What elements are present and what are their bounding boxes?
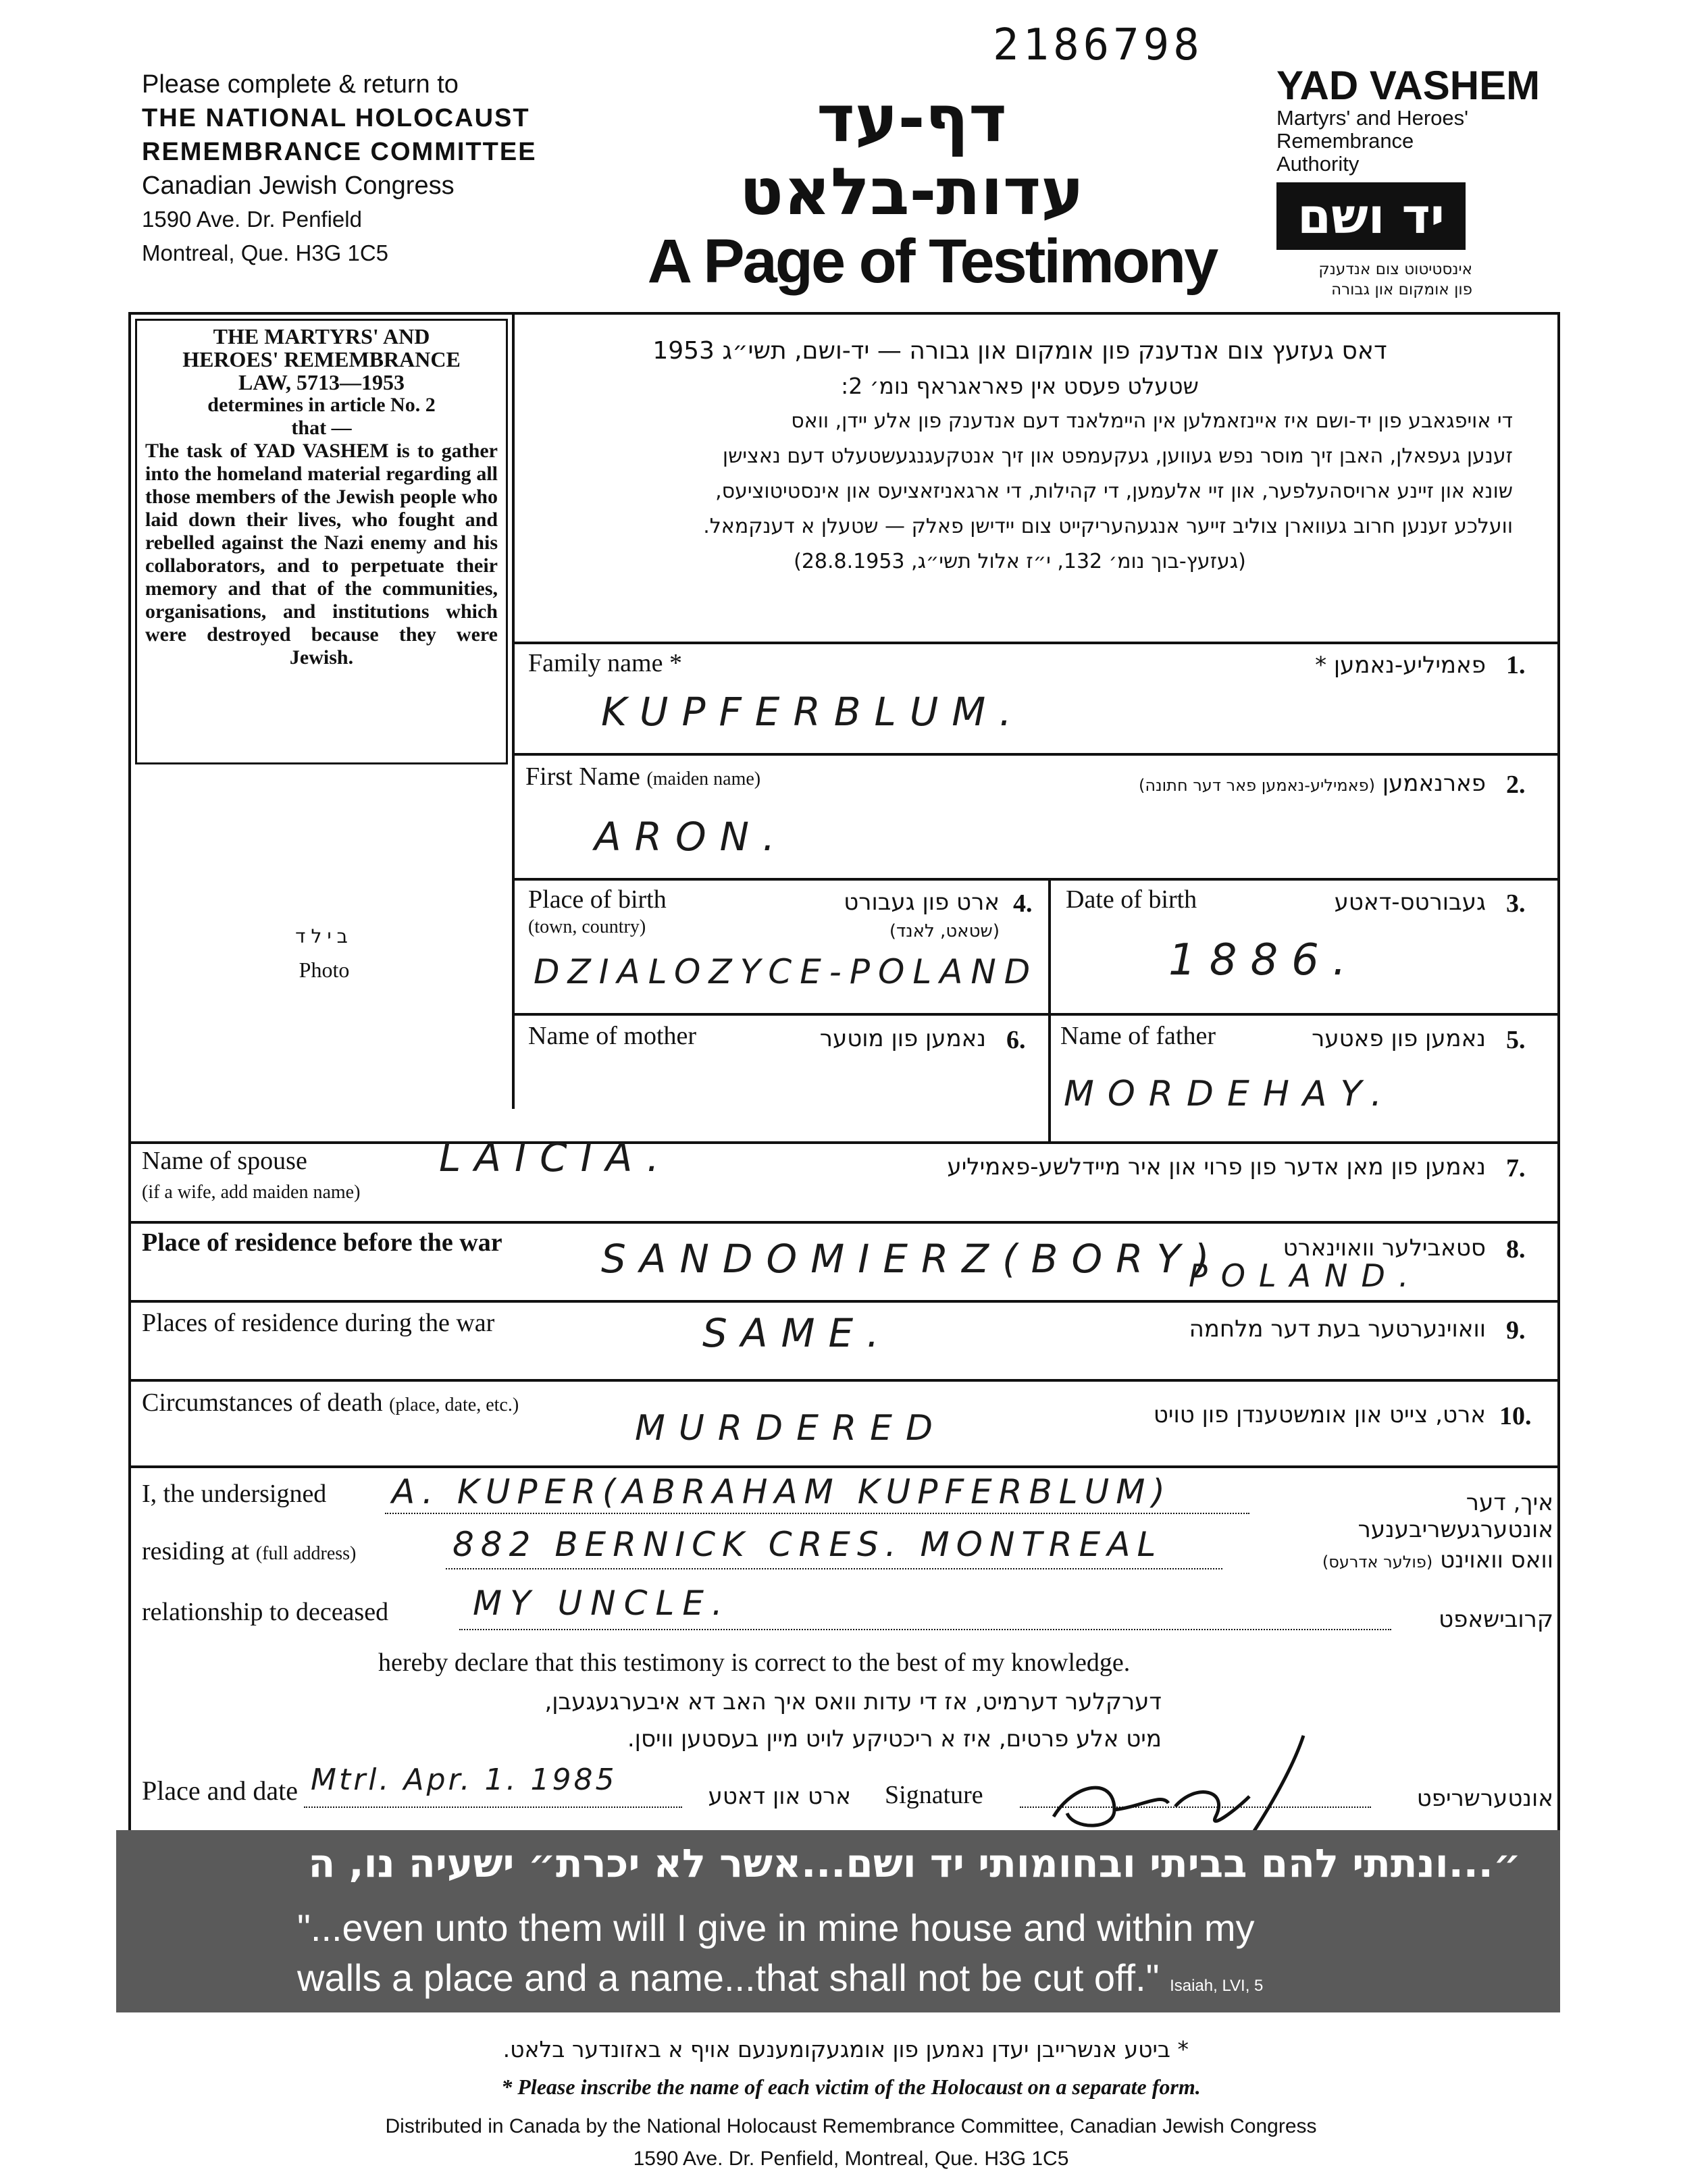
- field-num-2: 2.: [1506, 771, 1526, 799]
- place-of-birth-yiddish: ארט פון געבורט: [844, 889, 1000, 916]
- residence-during-yiddish: וואוינערטער בעת דער מלחמה: [1189, 1316, 1486, 1343]
- law-heading-1: THE MARTYRS' AND: [213, 324, 430, 348]
- footer-yiddish-note: * ביטע אנשרייבן יעדן נאמען פון אומגעקומענעם אויף א באזונדער בלאט.: [502, 2036, 1189, 2062]
- residence-before-value[interactable]: SANDOMIERZ(BORY): [601, 1236, 1223, 1282]
- field-num-4: 4.: [1013, 889, 1033, 918]
- field-num-8: 8.: [1506, 1235, 1526, 1264]
- yv-sub-2: Remembrance: [1276, 129, 1414, 153]
- return-line-2: THE NATIONAL HOLOCAUST: [142, 104, 530, 132]
- first-name-yiddish-text: פארנאמען: [1382, 770, 1486, 797]
- residing-label: [142, 1536, 356, 1566]
- undersigned-yiddish: איך, דער אונטערגעשריבענער: [1358, 1489, 1553, 1543]
- return-line-6: Montreal, Que. H3G 1C5: [142, 240, 388, 265]
- place-of-birth-label-small: (town, country): [528, 916, 646, 937]
- signature-label: Signature: [885, 1781, 983, 1809]
- residing-value[interactable]: 882 BERNICK CRES. MONTREAL: [453, 1525, 1163, 1564]
- residence-during-value[interactable]: SAME.: [702, 1310, 893, 1356]
- undersigned-label: I, the undersigned: [142, 1480, 327, 1508]
- law-y-line-3: די אויפגאבע פון יד-ושם איז איינזאמלען אין היימלאנד דעם אנדענק פון אלע יידן, וואס: [791, 409, 1513, 433]
- residing-label-text: residing at: [142, 1537, 250, 1565]
- return-line-5: 1590 Ave. Dr. Penfield: [142, 207, 362, 232]
- field-num-10: 10.: [1499, 1402, 1532, 1430]
- law-heading-2: HEROES' REMEMBRANCE: [182, 347, 461, 371]
- date-of-birth-yiddish: געבורטס-דאטע: [1334, 889, 1486, 916]
- quote-hebrew: ״...ונתתי להם בביתי ובחומותי יד ושם...אשר לא יכרת״ ישעיה נו, ה: [308, 1840, 1521, 1886]
- undersigned-line: [385, 1513, 1249, 1514]
- yad-vashem-logo: יד ושם: [1276, 182, 1466, 250]
- declaration-yiddish-2: מיט אלע פרטים, איז א ריכטיקע לויט מיין בעסטען וויסן.: [627, 1725, 1162, 1752]
- return-address-block: [142, 68, 537, 270]
- place-date-yiddish: ארט און דאטע: [708, 1783, 851, 1810]
- residence-before-yiddish: סטאבילער וואוינארט: [1283, 1234, 1486, 1262]
- divider-9: [128, 1465, 1560, 1468]
- residence-before-label: Place of residence before the war: [142, 1228, 502, 1257]
- death-yiddish: ארט, צייט און אומשטענדן פון טויט: [1153, 1401, 1486, 1428]
- place-of-birth-label: Place of birth: [528, 885, 667, 914]
- photo-label-yiddish: בילד: [295, 925, 353, 947]
- divider-8: [128, 1379, 1560, 1382]
- residing-label-small: (full address): [255, 1543, 357, 1564]
- footer-dist-1: Distributed in Canada by the National Holocaust Remembrance Committee, Canadian Jewish Congress: [385, 2115, 1317, 2137]
- law-y-line-6: וועלכע זענען חרוב געווארן צוליב זייער אנגעהעריקייט צום יידישן פאלק — שטעלן א דענקמאל.: [703, 515, 1513, 538]
- relationship-label: relationship to deceased: [142, 1598, 389, 1626]
- divider-2: [515, 753, 1560, 756]
- yv-yiddish-2: פון אומקום און גבורה: [1331, 281, 1472, 298]
- footer-dist-2: 1590 Ave. Dr. Penfield, Montreal, Que. H3G 1C5: [633, 2148, 1069, 2170]
- law-line-4: determines in article No. 2: [207, 394, 436, 416]
- father-label: Name of father: [1060, 1022, 1216, 1050]
- first-name-label: [525, 762, 760, 791]
- footer-distribution: [135, 2110, 1567, 2175]
- footer-english-note: * Please inscribe the name of each victim of the Holocaust on a separate form.: [501, 2075, 1201, 2099]
- spouse-value[interactable]: LAICIA.: [439, 1135, 673, 1180]
- place-date-value[interactable]: Mtrl. Apr. 1. 1985: [311, 1763, 617, 1797]
- first-name-label-text: First Name: [525, 762, 640, 791]
- quote-english-2: [297, 1956, 1263, 2000]
- divider-5: [128, 1141, 1560, 1144]
- field-num-7: 7.: [1506, 1154, 1526, 1182]
- undersigned-value[interactable]: A. KUPER(ABRAHAM KUPFERBLUM): [392, 1472, 1172, 1511]
- signature-yiddish: אונטערשריפט: [1416, 1785, 1553, 1812]
- quote-english-1: "...even unto them will I give in mine house and within my: [297, 1906, 1255, 1949]
- field-num-3: 3.: [1506, 889, 1526, 918]
- yv-sub-3: Authority: [1276, 152, 1360, 176]
- law-y-line-2: שטעלט פעסט אין פאראגראף נומ׳ 2:: [841, 373, 1199, 399]
- place-of-birth-yiddish-small: (שטאט, לאנד): [889, 921, 1000, 941]
- mother-label: Name of mother: [528, 1022, 697, 1050]
- declaration-english: hereby declare that this testimony is correct to the best of my knowledge.: [378, 1648, 1131, 1677]
- place-of-birth-value[interactable]: DZIALOZYCE-POLAND: [534, 952, 1039, 991]
- yv-sub-1: Martyrs' and Heroes': [1276, 106, 1469, 130]
- divider-4: [515, 1013, 1560, 1016]
- father-value[interactable]: MORDEHAY.: [1064, 1074, 1396, 1114]
- law-y-line-7: (געזעץ-בוך נומ׳ 132, י״ז אלול תשי״ג, 28.8.1953): [794, 550, 1246, 573]
- law-body: The task of YAD VASHEM is to gather into the homeland material regarding all those members of the Jewish people who laid down their lives, who fought and rebelled against the Nazi enemy and his collaborators, and to perpetuate their memory and that of the communities, organisations, and institutions which were destroyed because they were Jewish.: [145, 440, 498, 669]
- quote-reference: Isaiah, LVI, 5: [1170, 1977, 1264, 1995]
- divider-3: [515, 878, 1560, 881]
- relationship-yiddish: קרובישאפט: [1439, 1606, 1553, 1633]
- title-yiddish-2: עדות-בלאט: [739, 154, 1085, 230]
- residing-yiddish-text: וואס וואוינט: [1440, 1546, 1553, 1574]
- quote-english-2-text: walls a place and a name...that shall not be cut off.": [297, 1956, 1160, 1999]
- law-line-5: that —: [291, 417, 352, 439]
- death-label-small: (place, date, etc.): [389, 1395, 519, 1415]
- first-name-yiddish-small: (פאמיליע-נאמען פאר דער חתונה): [1138, 776, 1376, 795]
- death-label-text: Circumstances of death: [142, 1388, 383, 1417]
- place-date-label: Place and date: [142, 1775, 298, 1806]
- field-num-9: 9.: [1506, 1316, 1526, 1345]
- yad-vashem-name: YAD VASHEM: [1276, 63, 1541, 108]
- residing-yiddish-small: (פולער אדרעס): [1322, 1553, 1433, 1571]
- date-of-birth-label: Date of birth: [1066, 885, 1197, 914]
- spouse-label: Name of spouse: [142, 1147, 307, 1175]
- first-name-yiddish: [878, 770, 1486, 797]
- residing-yiddish: [1216, 1546, 1553, 1574]
- return-line-4: Canadian Jewish Congress: [142, 172, 455, 200]
- place-date-line: [304, 1806, 682, 1808]
- residing-line: [446, 1568, 1222, 1569]
- first-name-value[interactable]: ARON.: [594, 814, 789, 860]
- field-num-6: 6.: [1006, 1026, 1026, 1054]
- law-y-line-1: דאס געזעץ צום אנדענק פון אומקום און גבורה — יד-ושם, תשי״ג 1953: [652, 337, 1387, 365]
- mother-yiddish: נאמען פון מוטער: [819, 1025, 986, 1052]
- return-line-1: Please complete & return to: [142, 70, 459, 99]
- yad-vashem-yiddish: [1263, 259, 1472, 300]
- page-title: A Page of Testimony: [647, 227, 1217, 296]
- divider-6: [128, 1221, 1560, 1224]
- law-y-line-5: שונא און זיינע ארויסהעלפער, און זיי אלעמען, די קהילות, די ארגאניזאציעס און אינסטיטוציעס,: [715, 479, 1513, 503]
- law-y-line-4: זענען געפאלן, האבן זיך מוסר נפש געווען, געקעמפט און זיך אנטקעגנגעשטעלט דעם נאצישן: [722, 444, 1513, 468]
- document-number: 2186798: [993, 20, 1204, 70]
- relationship-value[interactable]: MY UNCLE.: [473, 1584, 731, 1623]
- residence-before-value-2[interactable]: POLAND.: [1189, 1257, 1422, 1294]
- residence-during-label: Places of residence during the war: [142, 1309, 495, 1337]
- field-num-1: 1.: [1506, 651, 1526, 679]
- yad-vashem-subtitle: [1276, 107, 1468, 176]
- family-name-label: Family name *: [528, 649, 682, 677]
- death-label: [142, 1388, 519, 1418]
- first-name-label-small: (maiden name): [646, 769, 761, 789]
- spouse-label-small: (if a wife, add maiden name): [142, 1182, 361, 1203]
- law-yiddish-text: [527, 334, 1513, 579]
- family-name-value[interactable]: KUPFERBLUM.: [601, 689, 1025, 735]
- spouse-yiddish: נאמען פון מאן אדער פון פרוי און איר מיידלשע-פאמיליע: [947, 1153, 1486, 1180]
- field-num-5: 5.: [1506, 1026, 1526, 1054]
- date-of-birth-value[interactable]: 1886.: [1168, 935, 1360, 985]
- relationship-line: [459, 1629, 1391, 1630]
- family-name-yiddish: פאמיליע-נאמען *: [1315, 652, 1486, 679]
- father-yiddish: נאמען פון פאטער: [1312, 1025, 1486, 1052]
- declaration-yiddish-1: דערקלער דערמיט, אז די עדות וואס איך האב דא איבערגעגעבן,: [544, 1688, 1162, 1715]
- title-yiddish-1: דף-עד: [817, 81, 1007, 157]
- divider-v-1: [1048, 878, 1051, 1141]
- death-value[interactable]: MURDERED: [635, 1408, 946, 1449]
- law-heading-3: LAW, 5713—1953: [238, 370, 405, 394]
- yv-yiddish-1: אינסטיטוט צום אנדענק: [1318, 261, 1472, 278]
- return-line-3: REMEMBRANCE COMMITTEE: [142, 138, 537, 166]
- divider-1: [515, 642, 1560, 644]
- law-text-box: [135, 319, 508, 764]
- divider-7: [128, 1300, 1560, 1303]
- photo-label: Photo: [299, 958, 350, 982]
